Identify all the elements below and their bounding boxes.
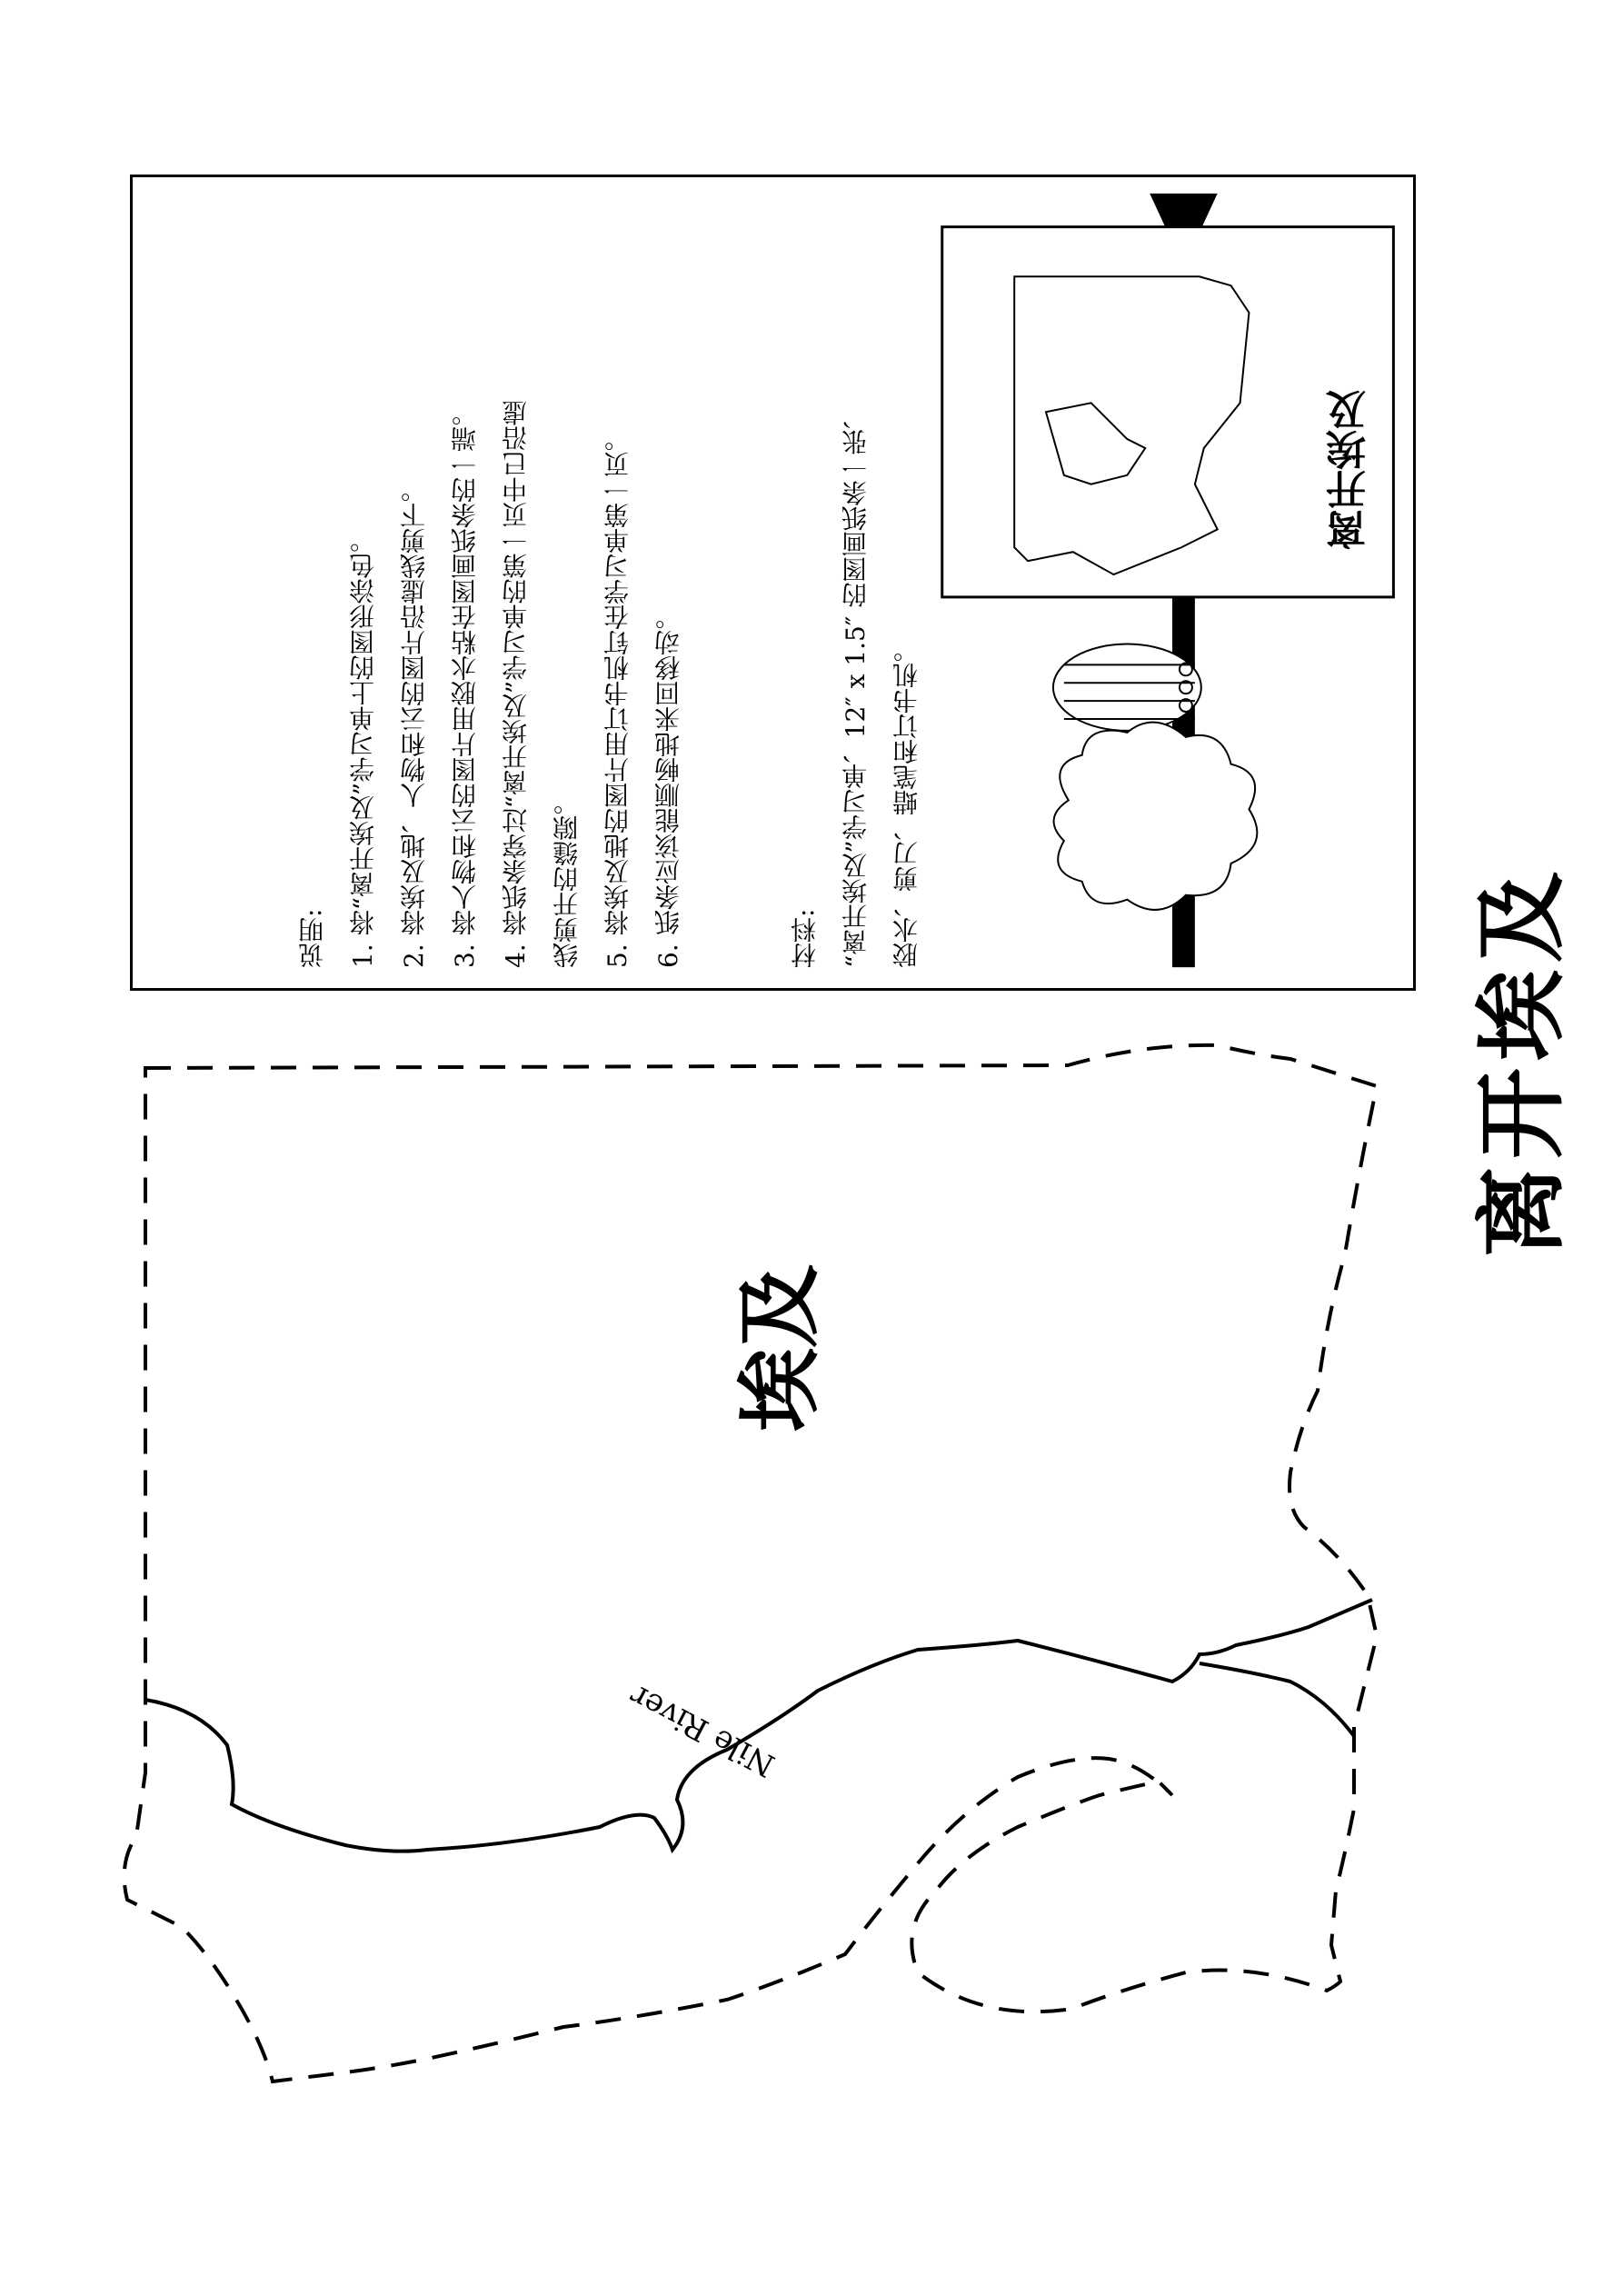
instructions-heading: 说明:: [297, 908, 327, 968]
instruction-item: 2. 将埃及地、人物和云的图片沿虚线剪下。: [399, 477, 429, 968]
instruction-item: 4. 将纸条穿过“离开埃及”学习单的第一页中已沿虚: [501, 400, 531, 968]
nile-river-label: Nile River: [623, 1677, 782, 1784]
nile-delta-line: [1200, 1663, 1354, 1736]
cut-line: [124, 1045, 1377, 2081]
instruction-item: 线剪开的缝隙。: [552, 790, 582, 968]
page-title: 离开埃及: [1473, 872, 1571, 1273]
instruction-item: 5. 将埃及地的图片用订书机钉在学习单第一页。: [602, 426, 632, 968]
materials-heading: 材料:: [790, 908, 820, 968]
instruction-item: 3. 将人物和云的图片用胶水粘在图画纸条的一端。: [450, 401, 480, 968]
materials-line-1: “离开埃及”学习单、12″ x 1.5″ 的图画纸条一张、: [841, 404, 871, 968]
instruction-item: 6. 纸条应该能顺畅地来回移动。: [653, 604, 683, 968]
strip-title: 离开埃及: [1327, 390, 1373, 550]
instruction-item: 1. 将“离开埃及”学习单上的图形涂色。: [348, 527, 378, 968]
nile-river-line: [145, 1600, 1372, 1852]
materials-line-2: 胶水、剪刀、蜡笔和订书机。: [891, 637, 921, 968]
egypt-region-label: 埃及: [735, 1263, 819, 1445]
